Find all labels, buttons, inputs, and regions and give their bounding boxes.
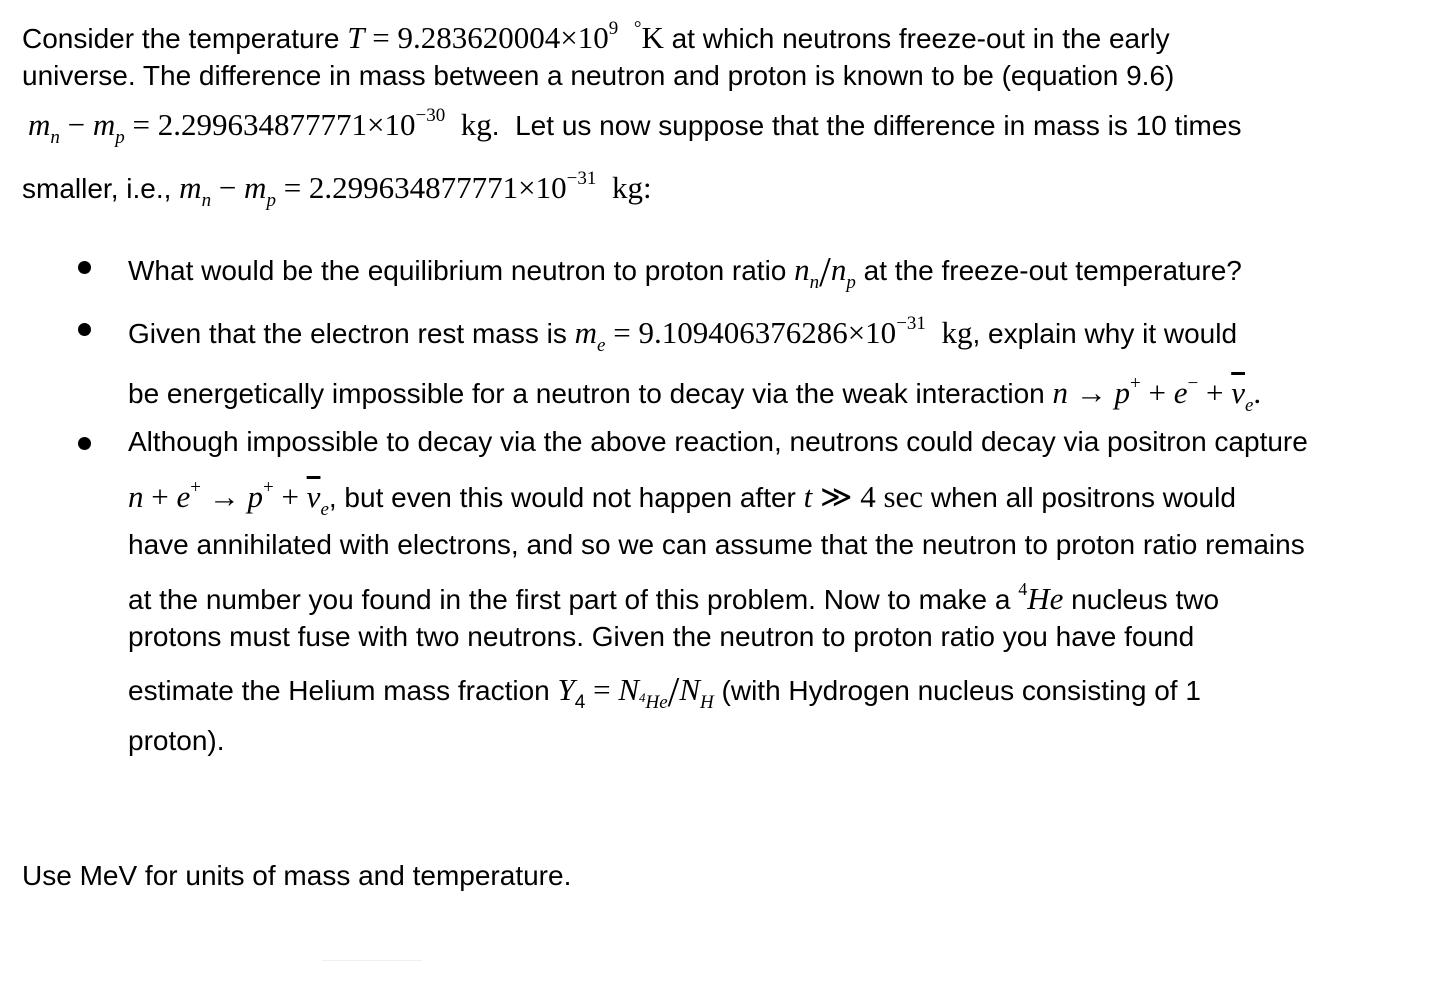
bullet-3-line-3: have annihilated with electrons, and so we can assume that the neutron to proton ratio remains — [128, 529, 1305, 560]
bullet-1-text: What would be the equilibrium neutron to proton ratio $n_n/n_p$ at the freeze-out temperature? — [128, 250, 1242, 296]
footer-note: Use MeV for units of mass and temperature. — [22, 860, 572, 891]
intro-line-3: $m_n - m_p = 2.299634877771\times 10^{-30}$ kg. Let us now suppose that the difference in mass is 10 times — [28, 105, 1242, 148]
divider — [322, 960, 422, 961]
bullet-2-marker — [78, 323, 91, 336]
bullet-3-line-7: proton). — [128, 725, 225, 756]
bullet-3-line-4: at the number you found in the first part of this problem. Now to make a $^4$He nucleus two — [128, 579, 1220, 616]
bullet-1-marker — [78, 261, 91, 274]
bullet-3-line-1: Although impossible to decay via the above reaction, neutrons could decay via positron capture — [128, 426, 1308, 457]
bullet-3-line-2: $n + e^+ \to p^+ + \overline{\nu}_e$, but even this would not happen after t ≫ 4 sec when all positrons would — [128, 477, 1236, 520]
bullet-3-marker — [78, 437, 91, 450]
intro-line-1: Consider the temperature $T = 9.283620004\times 10^9$ °K at which neutrons freeze-out in the early — [22, 18, 1170, 55]
bullet-2-line-2: be energetically impossible for a neutron to decay via the weak interaction $n \to p^+ + e^- + \overline{\nu}_e$. — [128, 373, 1262, 416]
bullet-2-line-1: Given that the electron rest mass is $m_e = 9.109406376286\times 10^{-31}$ kg, explain why it would — [128, 313, 1238, 356]
bullet-3-line-6: estimate the Helium mass fraction $Y_4 = N4_{He}/N_H$ (with Hydrogen nucleus consisting of 1 — [128, 670, 1201, 716]
bullet-3-line-5: protons must fuse with two neutrons. Given the neutron to proton ratio you have found — [128, 621, 1195, 652]
intro-line-2: universe. The difference in mass between a neutron and proton is known to be (equation 9.6) — [22, 60, 1175, 91]
intro-line-4: smaller, i.e., $m_n - m_p = 2.299634877771\times 10^{-31}$ kg: — [22, 168, 652, 211]
